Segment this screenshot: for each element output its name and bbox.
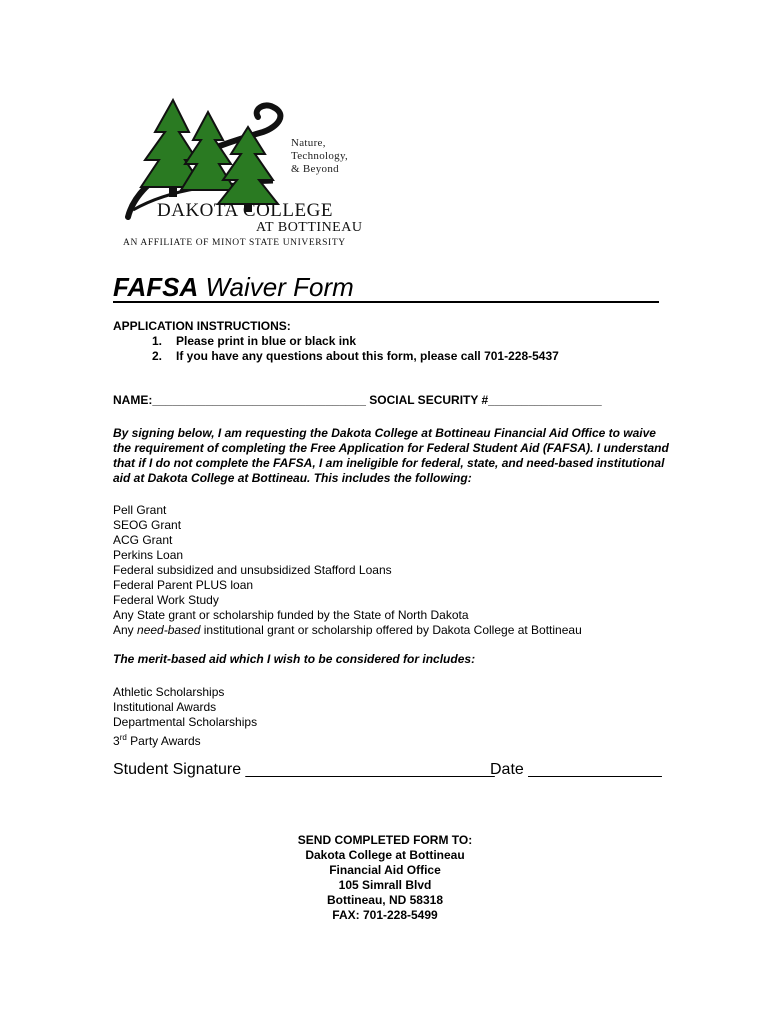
date-line — [490, 761, 662, 779]
college-logo — [113, 92, 373, 252]
address-line: 105 Simrall Blvd — [338, 878, 432, 892]
form-title — [113, 272, 354, 303]
list-item: Any need-based institutional grant or scholarship offered by Dakota College at Bottineau — [113, 623, 582, 637]
list-item: Departmental Scholarships — [113, 715, 258, 729]
ssn-label: SOCIAL SECURITY # — [369, 393, 489, 407]
list-item: ACG Grant — [113, 533, 173, 547]
address-line: Dakota College at Bottineau — [305, 848, 465, 862]
date-field[interactable]: _______________ — [528, 761, 662, 778]
form-title-rest: Waiver Form — [205, 272, 354, 302]
aid-list — [113, 503, 582, 638]
fax-line: FAX: 701-228-5499 — [332, 908, 438, 922]
address-line: Financial Aid Office — [329, 863, 441, 877]
list-item: 3rd Party Awards — [113, 733, 201, 748]
waiver-statement: By signing below, I am requesting the Dakota College at Bottineau Financial Aid Office to waive the requirement of completing the Free Application for Federal Student Aid (FAFSA). I understand that if I do not complete the FAFSA, I am ineligible for federal, state, and need-based institutional aid at Dakota College at Bottineau. This includes the following: — [113, 426, 669, 485]
list-item: Perkins Loan — [113, 548, 184, 562]
instructions-heading: APPLICATION INSTRUCTIONS: — [113, 319, 291, 333]
list-item: Federal Work Study — [113, 593, 219, 607]
title-divider — [113, 301, 659, 303]
list-item: Federal Parent PLUS loan — [113, 578, 254, 592]
signature-label: Student Signature — [113, 761, 242, 778]
logo-college-name: DAKOTA COLLEGE — [157, 200, 333, 221]
send-to-heading: SEND COMPLETED FORM TO: — [297, 833, 473, 847]
logo-college-sub: AT BOTTINEAU — [256, 220, 363, 235]
instruction-item: 1. Please print in blue or black ink — [152, 334, 357, 348]
list-item: Federal subsidized and unsubsidized Stafford Loans — [113, 563, 392, 577]
list-item: SEOG Grant — [113, 518, 182, 532]
merit-heading: The merit-based aid which I wish to be considered for includes: — [113, 652, 476, 666]
signature-field[interactable]: ____________________________ — [245, 761, 495, 778]
ssn-field[interactable]: _________________ — [488, 393, 602, 407]
list-item: Athletic Scholarships — [113, 685, 225, 699]
name-label: NAME: — [113, 393, 153, 407]
send-to-address — [245, 833, 525, 923]
address-line: Bottineau, ND 58318 — [326, 893, 444, 907]
signature-line — [113, 761, 495, 779]
logo-tagline: Nature, Technology, & Beyond — [291, 137, 349, 175]
instruction-item: 2. If you have any questions about this form, please call 701-228-5437 — [152, 349, 559, 363]
list-item: Any State grant or scholarship funded by the State of North Dakota — [113, 608, 469, 622]
name-ssn-line — [113, 393, 602, 408]
merit-list — [113, 685, 257, 749]
logo-affiliate: AN AFFILIATE OF MINOT STATE UNIVERSITY — [123, 238, 346, 248]
name-field[interactable]: ________________________________ — [152, 393, 366, 407]
list-item: Institutional Awards — [113, 700, 217, 714]
date-label: Date — [490, 761, 524, 778]
form-title-bold: FAFSA — [113, 272, 199, 302]
list-item: Pell Grant — [113, 503, 167, 517]
